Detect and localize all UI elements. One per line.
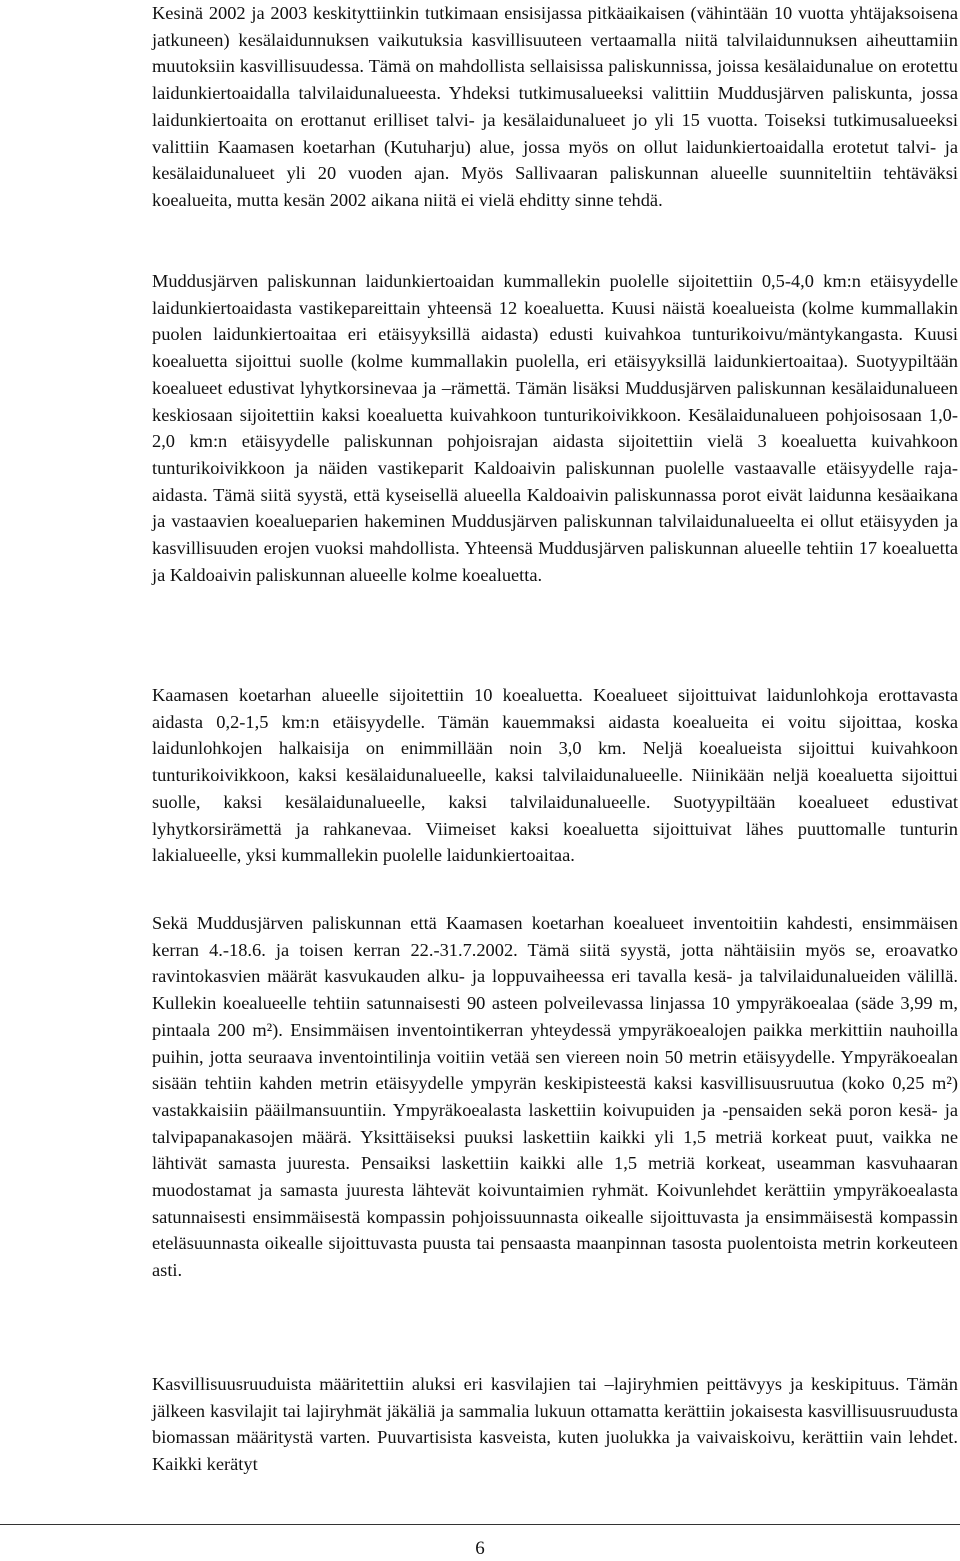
paragraph-3: Kaamasen koetarhan alueelle sijoitettiin 10 koealuetta. Koealueet sijoittuivat laidunlohkoja erottavasta aidasta 0,2-1,5 km:n etäisyydelle. Tämän kauemmaksi aidasta koealueita ei voitu sijoittaa, koska laidunlohkojen halkaisija on enimmillään noin 3,0 km. Neljä koealueista sijoittui kuivahkoon tunturikoivikkoon, kaksi kesälaidunalueelle, kaksi talvilaidunalueelle. Niinikään neljä koealuetta sijoittui suolle, kaksi kesälaidunalueelle, kaksi talvilaidunalueelle. Suotyypiltään koealueet edustivat lyhytkorsirämettä ja rahkanevaa. Viimeiset kaksi koealuetta sijoittuivat lähes puuttomalle tunturin lakialueelle, yksi kummallekin puolelle laidunkiertoaitaa. — [152, 685, 958, 866]
page-number — [0, 1538, 960, 1560]
paragraph-1: Kesinä 2002 ja 2003 keskityttiinkin tutkimaan ensisijassa pitkäaikaisen (vähintään 10 vuotta yhtäjaksoisena jatkuneen) kesälaidunnuksen vaikutuksia kasvillisuuteen vertaamalla niitä talvilaidunnuksen aiheuttamiin muutoksiin kasvillisuudessa. Tämä on mahdollista sellaisissa paliskunnissa, joissa kesälaidunalue on erotettu laidunkiertoaidalla talvilaidunalueesta. Yhdeksi tutkimusalueeksi valittiin Muddusjärven paliskunta, jossa laidunkiertoaita on erottanut erilliset talvi- ja kesälaidunalueet jo yli 15 vuotta. Toiseksi tutkimusalueeksi valittiin Kaamasen koetarhan (Kutuharju) alue, jossa myös on ollut laidunkiertoaidalla erotetut talvi- ja kesälaidunalueet yli 20 vuoden ajan. Myös Sallivaaran paliskunnan alueelle suunniteltiin tehtäväksi koealueita, mutta kesän 2002 aikana niitä ei vielä ehditty sinne tehdä. — [152, 3, 958, 210]
footer-divider — [0, 1524, 960, 1525]
page-number-label: 6 — [475, 1538, 485, 1559]
paragraph-5: Kasvillisuusruuduista määritettiin aluksi eri kasvilajien tai –lajiryhmien peittävyys ja keskipituus. Tämän jälkeen kasvilajit tai lajiryhmät jäkäliä ja sammalia lukuun ottamatta kerättiin jokaisesta kasvillisuusruudusta biomassan määritystä varten. Puuvartisista kasveista, kuten juolukka ja vaivaiskoivu, kerättiin vain lehdet. Kaikki kerätyt — [152, 1374, 958, 1475]
paragraph-4: Sekä Muddusjärven paliskunnan että Kaamasen koetarhan koealueet inventoitiin kahdesti, ensimmäisen kerran 4.-18.6. ja toisen kerran 22.-31.7.2002. Tämä siitä syystä, jotta nähtäisiin myös se, eroavatko ravintokasvien määrät kasvukauden alku- ja loppuvaiheessa eri tavalla kesä- ja talvilaidunalueiden välillä. Kullekin koealueelle tehtiin satunnaisesti 90 asteen polveilevassa linjassa 10 ympyräkoealaa (säde 3,99 m, pintaala 200 m²). Ensimmäisen inventointikerran yhteydessä ympyräkoealojen paikka merkittiin nauhoilla puihin, jotta seuraava inventointilinja voitiin vetää sen viereen noin 50 metrin etäisyydelle. Ympyräkoealan sisään tehtiin kahden metrin etäisyydelle ympyrän keskipisteestä kaksi kasvillisuusruutua (koko 0,25 m²) vastakkaisiin pääilmansuuntiin. Ympyräkoealasta laskettiin koivupuiden ja -pensaiden sekä poron kesä- ja talvipapanakasojen määrä. Yksittäiseksi puuksi laskettiin kaikki yli 1,5 metriä korkeat puut, vaikka ne lähtivät samasta juuresta. Pensaiksi laskettiin kaikki alle 1,5 metriä korkeat, useamman kasvuhaaran muodostamat ja samasta juuresta lähtevät koivuntaimien ryhmät. Koivunlehdet kerättiin ympyräkoealasta satunnaisesti ensimmäisestä kompassin pohjoissuunnasta oikealle sijoittuvasta ja ensimmäisestä kompassin eteläsuunnasta oikealle sijoittuvasta puusta tai pensaasta maanpinnan tasosta puolentoista metrin korkeuteen asti. — [152, 913, 958, 1281]
paragraph-2: Muddusjärven paliskunnan laidunkiertoaidan kummallekin puolelle sijoitettiin 0,5-4,0 km:n etäisyydelle laidunkiertoaidasta vastikepareittain yhteensä 12 koealuetta. Kuusi näistä koealueista (kolme kummallakin puolen laidunkiertoaitaa eri etäisyyksillä aidasta) edusti kuivahkoa tunturikoivu/mäntykangasta. Kuusi koealuetta sijoittui suolle (kolme kummallakin puolella, eri etäisyyksillä laidunkiertoaitaa). Suotyypiltään koealueet edustivat lyhytkorsinevaa ja –rämettä. Tämän lisäksi Muddusjärven paliskunnan kesälaidunalueen keskiosaan sijoitettiin kaksi koealuetta kuivahkoon tunturikoivikkoon. Kesälaidunalueen pohjoisosaan 1,0-2,0 km:n etäisyydelle paliskunnan pohjoisrajan aidasta sijoitettiin vielä 3 koealuetta kuivahkoon tunturikoivikkoon ja näiden vastikeparit Kaldoaivin paliskunnan puolelle vastaavalle etäisyydelle raja-aidasta. Tämä siitä syystä, että kyseisellä alueella Kaldoaivin paliskunnassa porot eivät laidunna kesäaikana ja vastaavien koealueparien hakeminen Muddusjärven paliskunnan talvilaidunalueelta ei ollut etäisyyden ja kasvillisuuden erojen vuoksi mahdollista. Yhteensä Muddusjärven paliskunnan alueelle tehtiin 17 koealuetta ja Kaldoaivin paliskunnan alueelle kolme koealuetta. — [152, 271, 958, 585]
